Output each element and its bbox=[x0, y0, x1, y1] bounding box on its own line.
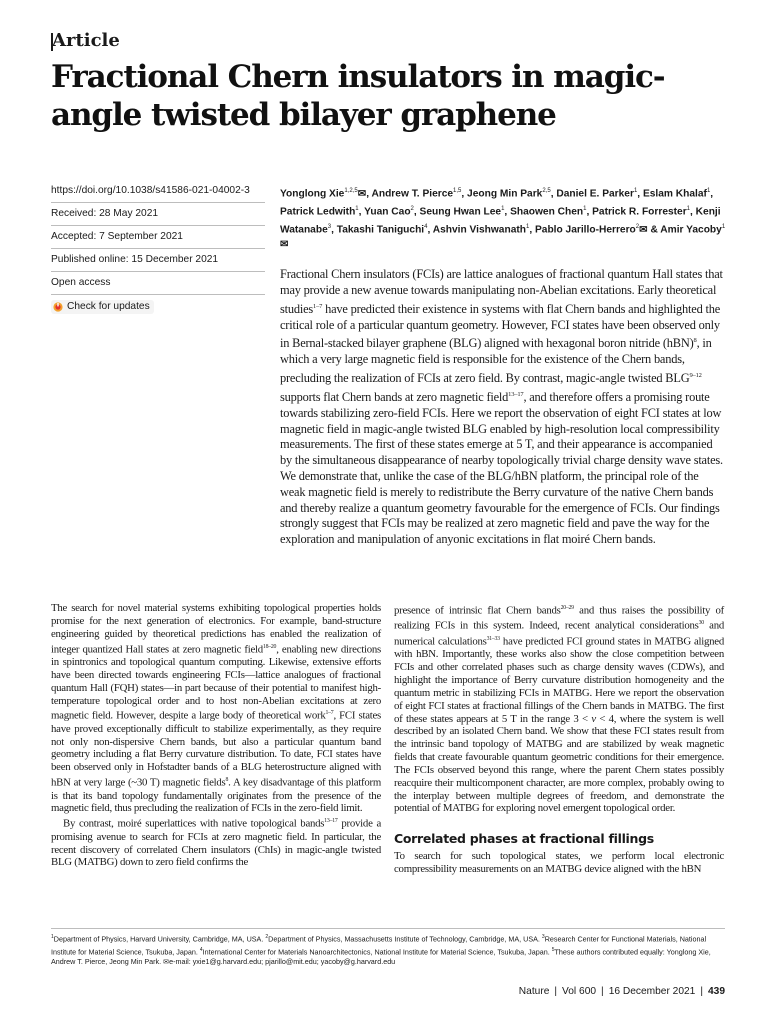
footnote-divider bbox=[51, 928, 725, 929]
body-paragraph-2: By contrast, moiré superlattices with native topological bands$^{13-17}$ provide a promising avenue to search for FCIs at zero magnetic field. In particular, the recent discovery of correlated Chern insulators (ChIs) in magic-angle twisted BLG (MATBG) down to zero field confirms the bbox=[51, 817, 382, 869]
published-date: Published online: 15 December 2021 bbox=[51, 249, 265, 272]
doi-link[interactable]: https://doi.org/10.1038/s41586-021-04002-3 bbox=[51, 182, 265, 203]
article-metadata bbox=[51, 182, 265, 321]
check-updates-button[interactable] bbox=[51, 300, 154, 314]
article-label: Article bbox=[52, 30, 120, 51]
page-number: 439 bbox=[708, 986, 725, 997]
body-column-left bbox=[51, 602, 381, 869]
body-column-right bbox=[394, 602, 724, 876]
check-updates-label: Check for updates bbox=[67, 301, 150, 312]
check-updates-row bbox=[51, 295, 265, 321]
affiliations-footnote: $^1$Department of Physics, Harvard University, Cambridge, MA, USA. $^2$Department of Physics, Massachusetts Institute of Technology, Cambridge, MA, USA. $^3$Research Center for Functional Materials, National Institute for Material Science, Tsukuba, Japan. $^4$International Center for Materials Nanoarchitectonics, National Institute for Material Science, Tsukuba, Japan. $^5$These authors contributed equally: Yonglong Xie, Andrew T. Pierce, Jeong Min Park. ✉e-mail: yxie1@g.harvard.edu; pjarillo@mit.edu; yacoby@g.harvard.edu bbox=[51, 934, 711, 967]
received-date: Received: 28 May 2021 bbox=[51, 203, 265, 226]
abstract: Fractional Chern insulators (FCIs) are lattice analogues of fractional quantum Hall states that may provide a new avenue towards manipulating non-Abelian excitations. Early theoretical studies$^{1-7}$ have predicted their existence in systems with flat Chern bands and highlighted the critical role of a particular quantum geometry. However, FCI states have been observed only in Bernal-stacked bilayer graphene (BLG) aligned with hexagonal boron nitride (hBN)$^8$, in which a very large magnetic field is responsible for the existence of the Chern bands, precluding the realization of FCIs at zero field. By contrast, magic-angle twisted BLG$^{9-12}$ supports flat Chern bands at zero magnetic field$^{13-17}$, and therefore offers a promising route towards stabilizing zero-field FCIs. Here we report the observation of eight FCI states at low magnetic field in magic-angle twisted BLG enabled by high-resolution local compressibility measurements. The first of these states emerge at 5 T, and their appearance is accompanied by the simultaneous disappearance of nearby topologically trivial charge density wave states. We demonstrate that, unlike the case of the BLG/hBN platform, the principal role of the weak magnetic field is merely to redistribute the Berry curvature of the native Chern bands and thereby realize a quantum geometry favourable for the emergence of FCIs. Our findings strongly suggest that FCIs may be realized at zero magnetic field and pave the way for the exploration and manipulation of anyonic excitations in flat moiré Chern bands. bbox=[280, 267, 723, 547]
issue-date: 16 December 2021 bbox=[608, 986, 696, 997]
journal-name: Nature bbox=[518, 986, 550, 997]
journal-volume: Vol 600 bbox=[562, 986, 597, 997]
accepted-date: Accepted: 7 September 2021 bbox=[51, 226, 265, 249]
article-title: Fractional Chern insulators in magic-angle twisted bilayer graphene bbox=[51, 59, 665, 133]
section-heading: Correlated phases at fractional fillings bbox=[394, 831, 654, 847]
body-paragraph-4: To search for such topological states, we perform local electronic compressibility measurements on an MATBG device aligned with the hBN bbox=[394, 850, 724, 875]
body-paragraph-3: presence of intrinsic flat Chern bands$^{20-29}$ and thus raises the possibility of realizing FCIs in this system. Indeed, recent analytical considerations$^{30}$ and numerical calculations$^{31-33}$ have predicted FCI ground states in MATBG aligned with hBN. Importantly, these works also show the close competition between FCIs and other correlated phases such as charge density waves (CDWs), and highlight the importance of Berry curvature distribution homogeneity and the quantum metric in stabilizing FCIs in MATBG. Here we report the observation of eight FCI states at fractional fillings of the Chern bands in MATBG. The first of these states appears at 5 T in the range 3 < v < 4, where the system is well described by an isolated Chern band. We show that these FCI states result from the intrinsic band topology of MATBG and are stabilized by weak magnetic fields that create favourable quantum geometric conditions for their emergence. The FCIs observed beyond this range, where the parent Chern states possibly reacquire their multicomponent character, are more complex, probably owing to the interplay between multiple degrees of freedom, and demonstrate the potential of MATBG for exploring novel emergent topological order. bbox=[394, 604, 724, 815]
open-access-label: Open access bbox=[51, 272, 265, 295]
page-footer: Nature | Vol 600 | 16 December 2021 | 439 bbox=[518, 986, 725, 997]
body-paragraph-1: The search for novel material systems exhibiting topological properties holds promise for the next generation of electronics. For example, band-structure engineering guided by theoretical predictions has enabled the realization of integer quantized Hall states at zero magnetic field$^{18-20}$, enabling new directions in spintronics and topological quantum computing. Likewise, extensive efforts have been directed towards engineering FCIs—lattice analogues of fractional quantum Hall (FQH) states—in part because of their potential to manifest high-temperature topological order and to host non-Abelian excitations at zero magnetic field. However, despite a large body of theoretical work$^{1-7}$, FCI states have proved exceptionally difficult to stabilize experimentally, as they require not only non-dispersive Chern bands, but also a particular quantum band geometry including a flat Berry curvature distribution. To date, FCI states have been observed only in Hofstadter bands of a BLG heterostructure aligned with hBN at very large (~30 T) magnetic fields$^8$. A key disadvantage of this platform is that its band topology fundamentally originates from the presence of the magnetic field, thus precluding the realization of FCIs in the zero-field limit. bbox=[51, 602, 381, 815]
author-list: Yonglong Xie$^{1,2,5}$✉, Andrew T. Pierce$^{1,5}$, Jeong Min Park$^{2,5}$, Daniel E. Parker$^1$, Eslam Khalaf$^1$, Patrick Ledwith$^1$, Yuan Cao$^2$, Seung Hwan Lee$^1$, Shaowen Chen$^1$, Patrick R. Forrester$^1$, Kenji Watanabe$^3$, Takashi Taniguchi$^4$, Ashvin Vishwanath$^1$, Pablo Jarillo-Herrero$^2$✉ & Amir Yacoby$^1$✉ bbox=[280, 188, 726, 250]
check-updates-icon bbox=[53, 302, 63, 312]
